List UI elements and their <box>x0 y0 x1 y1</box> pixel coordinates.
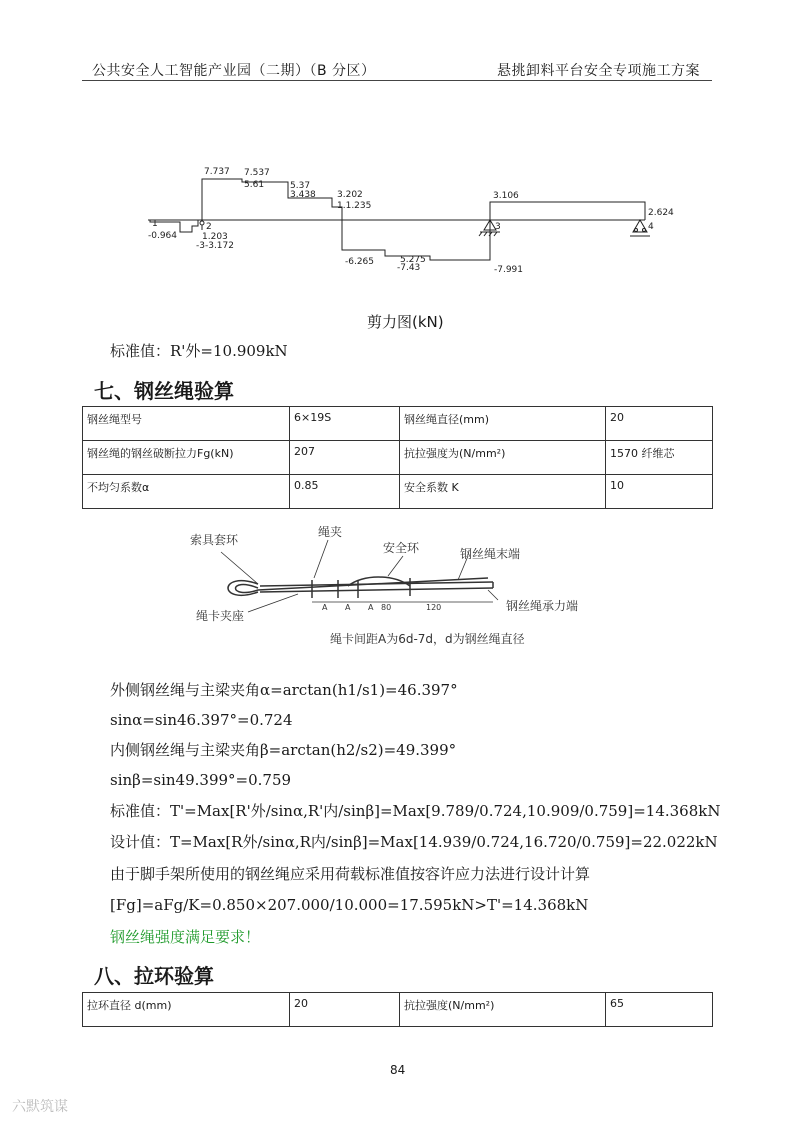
shear-diagram-caption: 剪力图(kN) <box>367 313 444 331</box>
shear-label: 3.438 <box>290 190 316 200</box>
table-cell: 6×19S <box>290 407 400 441</box>
table-row <box>83 407 713 441</box>
shear-label: -7.991 <box>494 265 524 275</box>
shear-label: -3-3.172 <box>196 241 234 251</box>
calc-line: 设计值：T=Max[R外/sinα,R内/sinβ]=Max[14.939/0.724,16.720/0.759]=22.022kN <box>110 833 718 851</box>
figure-dim: A <box>322 603 328 612</box>
table-cell: 钢丝绳型号 <box>83 407 290 441</box>
node-label: 4 <box>648 222 654 232</box>
header-left: 公共安全人工智能产业园（二期）（B 分区） <box>92 63 376 79</box>
shear-label: -7.43 <box>397 263 421 273</box>
figure-label: 安全环 <box>383 541 420 555</box>
figure-caption: 绳卡间距A为6d-7d，d为钢丝绳直径 <box>330 632 525 646</box>
table-cell: 不均匀系数α <box>83 475 290 509</box>
table-cell: 安全系数 K <box>400 475 606 509</box>
calc-line: [Fg]=aFg/K=0.850×207.000/10.000=17.595kN>T'=14.368kN <box>110 896 589 914</box>
table-cell: 207 <box>290 441 400 475</box>
section-8-title: 八、拉环验算 <box>94 964 214 988</box>
wire-rope-clamp-figure <box>188 518 608 658</box>
shear-diagram <box>140 160 674 280</box>
conclusion-text: 钢丝绳强度满足要求！ <box>110 928 261 946</box>
table-row <box>83 993 713 1027</box>
calc-line: 标准值：T'=Max[R'外/sinα,R'内/sinβ]=Max[9.789/0.724,10.909/0.759]=14.368kN <box>110 802 721 820</box>
calc-line: sinβ=sin49.399°=0.759 <box>110 771 292 789</box>
figure-dim: A <box>345 603 351 612</box>
table-cell: 钢丝绳的钢丝破断拉力Fg(kN) <box>83 441 290 475</box>
wire-rope-table <box>82 406 713 509</box>
figure-label: 绳夹 <box>318 525 343 539</box>
header-divider <box>82 80 712 81</box>
shear-label: 1.1.235 <box>337 201 372 211</box>
calc-line: sinα=sin46.397°=0.724 <box>110 711 293 729</box>
shear-label: 7.537 <box>244 168 270 178</box>
shear-label: 5.37 <box>290 181 311 191</box>
shear-label: -0.964 <box>148 231 178 241</box>
header-right: 悬挑卸料平台安全专项施工方案 <box>497 63 700 79</box>
pull-ring-table <box>82 992 713 1027</box>
shear-label: 1.203 <box>202 232 228 242</box>
node-label: 3 <box>495 222 501 232</box>
shear-label: 7.737 <box>204 167 230 177</box>
figure-label: 索具套环 <box>190 533 239 547</box>
table-cell: 抗拉强度(N/mm²) <box>400 993 606 1027</box>
figure-dim: A <box>368 603 374 612</box>
figure-dim: 120 <box>426 603 442 612</box>
figure-label: 钢丝绳末端 <box>460 547 521 561</box>
shear-label: 5.275 <box>400 255 426 265</box>
section-7-title: 七、钢丝绳验算 <box>94 379 234 403</box>
table-cell: 0.85 <box>290 475 400 509</box>
node-label: 1 <box>152 219 158 229</box>
shear-label: 3.202 <box>337 190 363 200</box>
table-cell: 抗拉强度为(N/mm²) <box>400 441 606 475</box>
page-number: 84 <box>390 1063 406 1077</box>
figure-dim: 80 <box>381 603 392 612</box>
figure-label: 钢丝绳承力端 <box>506 599 579 613</box>
shear-label: -6.265 <box>345 257 375 267</box>
table-row <box>83 475 713 509</box>
table-cell: 20 <box>290 993 400 1027</box>
watermark: 六默筑谋 <box>12 1099 68 1115</box>
table-cell: 拉环直径 d(mm) <box>83 993 290 1027</box>
standard-value-line: 标准值：R'外=10.909kN <box>110 342 288 360</box>
support-icon-4 <box>630 220 650 236</box>
node-label: 2 <box>206 222 212 232</box>
calc-line: 外侧钢丝绳与主梁夹角α=arctan(h1/s1)=46.397° <box>110 681 458 699</box>
table-cell: 1570 纤维芯 <box>606 441 713 475</box>
table-cell: 10 <box>606 475 713 509</box>
support-icon-2 <box>200 221 204 230</box>
calc-line: 由于脚手架所使用的钢丝绳应采用荷载标准值按容许应力法进行设计计算 <box>110 865 591 883</box>
table-cell: 钢丝绳直径(mm) <box>400 407 606 441</box>
shear-label: 2.624 <box>648 208 674 218</box>
shear-label: 5.61 <box>244 180 265 190</box>
shear-label: 3.106 <box>493 191 519 201</box>
figure-label: 绳卡夹座 <box>196 609 245 623</box>
table-cell: 20 <box>606 407 713 441</box>
calc-line: 内侧钢丝绳与主梁夹角β=arctan(h2/s2)=49.399° <box>110 741 457 759</box>
table-row <box>83 441 713 475</box>
table-cell: 65 <box>606 993 713 1027</box>
